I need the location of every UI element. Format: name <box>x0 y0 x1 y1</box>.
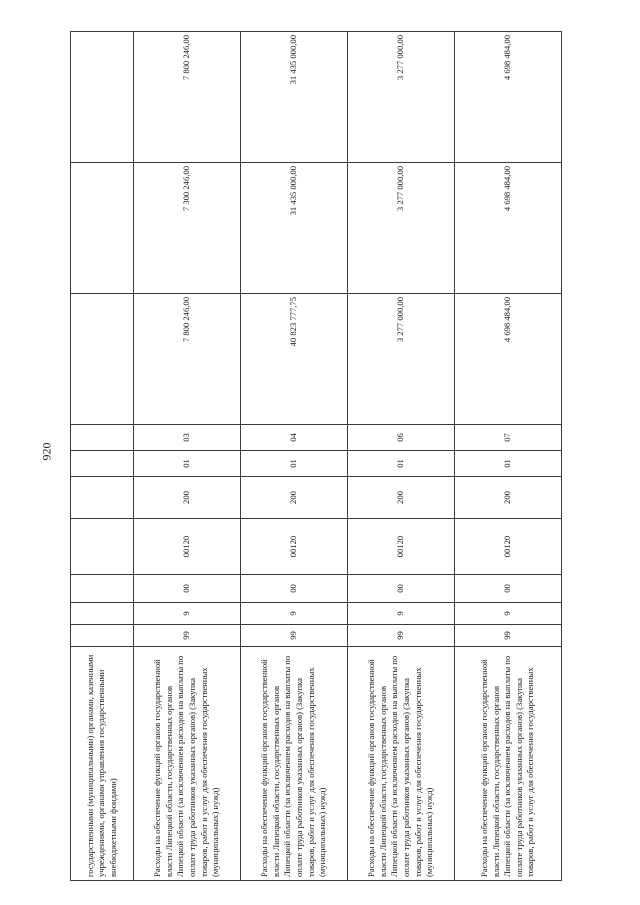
code-subsection: 03 <box>134 425 241 451</box>
budget-table-frame <box>70 32 550 881</box>
table-row <box>348 32 455 881</box>
amount-year-1: 7 800 246,00 <box>134 294 241 425</box>
code-expense-type: 200 <box>134 477 241 519</box>
code-target: 00120 <box>241 519 348 575</box>
row-description: Расходы на обеспечение функций органов государственной власти Липецкой области, государственных органов Липецкой области (за исключением расходов на выплаты по оплате труда работников указанных органов) (Закупка товаров, работ и услуг для обеспечения государственных (муниципальных) нужд) <box>348 647 455 881</box>
code-expense-type: 200 <box>455 477 562 519</box>
table-row <box>134 32 241 881</box>
amount-year-2: 3 277 000,00 <box>348 163 455 294</box>
amount-year-3: 31 435 000,00 <box>241 32 348 163</box>
amount-year-1: 3 277 000,00 <box>348 294 455 425</box>
row-description: Расходы на обеспечение функций органов государственной власти Липецкой области, государственных органов Липецкой области (за исключением расходов на выплаты по оплате труда работников указанных органов) (Закупка товаров, работ и услуг для обеспечения государственных <box>455 647 562 881</box>
table-row-continued <box>71 32 134 881</box>
code-section: 01 <box>241 451 348 477</box>
code-subprogram: 00 <box>455 575 562 603</box>
code-subsection: 06 <box>348 425 455 451</box>
amount-year-2: 31 435 000,00 <box>241 163 348 294</box>
empty-cell <box>71 425 134 451</box>
empty-cell <box>71 163 134 294</box>
table-row <box>241 32 348 881</box>
empty-cell <box>71 451 134 477</box>
row-description: Расходы на обеспечение функций органов государственной власти Липецкой области, государственных органов Липецкой области (за исключением расходов на выплаты по оплате труда работников указанных органов) (Закупка товаров, работ и услуг для обеспечения государственных (муниципальных) нужд) <box>134 647 241 881</box>
empty-cell <box>71 294 134 425</box>
amount-year-3: 3 277 000,00 <box>348 32 455 163</box>
code-program: 9 <box>134 603 241 625</box>
amount-year-1: 4 698 484,00 <box>455 294 562 425</box>
page-number: 920 <box>39 442 54 461</box>
row-description: государственными (муниципальными) органами, казенными учреждениями, органами управления государственными внебюджетными фондами) <box>71 647 134 881</box>
code-grbs: 99 <box>348 625 455 647</box>
empty-cell <box>71 603 134 625</box>
budget-table <box>70 31 562 881</box>
code-target: 00120 <box>348 519 455 575</box>
empty-cell <box>71 477 134 519</box>
code-program: 9 <box>241 603 348 625</box>
code-section: 01 <box>348 451 455 477</box>
code-subprogram: 00 <box>134 575 241 603</box>
empty-cell <box>71 519 134 575</box>
code-subprogram: 00 <box>348 575 455 603</box>
code-subsection: 04 <box>241 425 348 451</box>
code-program: 9 <box>348 603 455 625</box>
amount-year-2: 7 300 246,00 <box>134 163 241 294</box>
row-description: Расходы на обеспечение функций органов государственной власти Липецкой области, государственных органов Липецкой области (за исключением расходов на выплаты по оплате труда работников указанных органов) (Закупка товаров, работ и услуг для обеспечения государственных (муниципальных) нужд) <box>241 647 348 881</box>
empty-cell <box>71 575 134 603</box>
code-grbs: 99 <box>455 625 562 647</box>
table-row <box>455 32 562 881</box>
code-grbs: 99 <box>241 625 348 647</box>
code-grbs: 99 <box>134 625 241 647</box>
amount-year-3: 7 800 246,00 <box>134 32 241 163</box>
empty-cell <box>71 32 134 163</box>
code-section: 01 <box>134 451 241 477</box>
empty-cell <box>71 625 134 647</box>
code-subprogram: 00 <box>241 575 348 603</box>
code-target: 00120 <box>134 519 241 575</box>
code-expense-type: 200 <box>241 477 348 519</box>
amount-year-3: 4 698 484,00 <box>455 32 562 163</box>
amount-year-2: 4 698 484,00 <box>455 163 562 294</box>
amount-year-1: 40 823 777,75 <box>241 294 348 425</box>
code-expense-type: 200 <box>348 477 455 519</box>
code-target: 00120 <box>455 519 562 575</box>
rotated-page-content <box>70 32 550 881</box>
code-program: 9 <box>455 603 562 625</box>
code-section: 01 <box>455 451 562 477</box>
code-subsection: 07 <box>455 425 562 451</box>
